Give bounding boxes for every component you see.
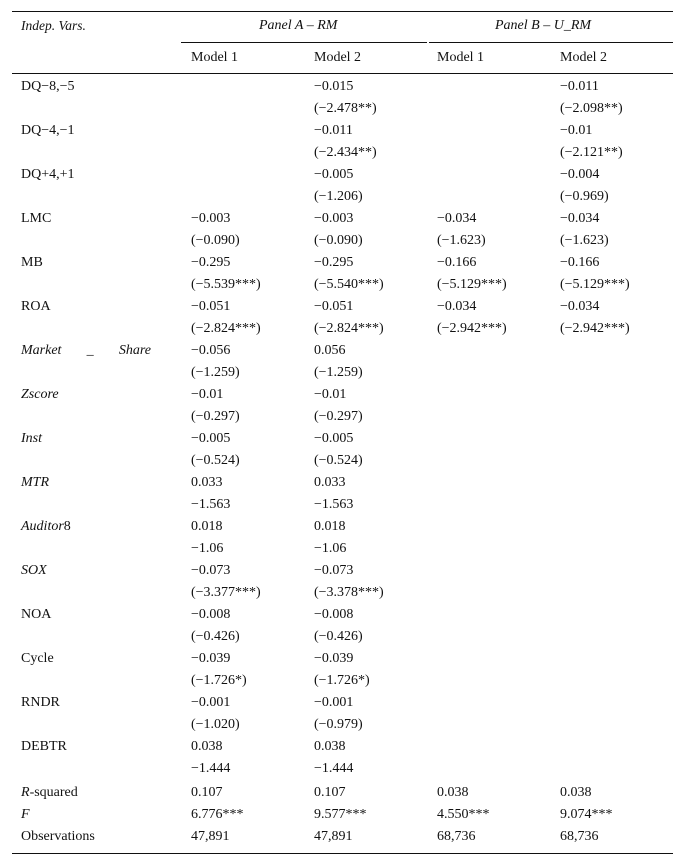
coef-cell: −0.295 [191,255,231,270]
row-label [21,430,42,448]
coef-cell: −0.001 [191,695,231,710]
t-stat-cell: (−0.297) [314,409,363,424]
t-stat-cell: (−2.824***) [314,321,384,336]
coef-cell: −0.005 [191,431,231,446]
t-stat-cell: (−1.726*) [191,673,247,688]
t-stat-cell: (−1.259) [191,365,240,380]
coef-cell: 0.038 [191,739,223,754]
coef-cell: 0.018 [191,519,223,534]
t-stat-cell: −1.444 [314,761,354,776]
stat-label [21,806,30,824]
coef-cell: 0.018 [314,519,346,534]
coef-cell: −0.008 [314,607,354,622]
t-stat-cell: (−2.434**) [314,145,377,160]
t-stat-cell: (−1.726*) [314,673,370,688]
t-stat-cell: (−1.623) [560,233,609,248]
stat-label-text: Observations [21,829,95,844]
stat-value-cell: 0.038 [560,785,592,800]
row-label-text: Zscore [21,387,59,402]
stat-label [21,784,78,802]
row-label [21,518,71,536]
row-label-suffix: 8 [63,519,71,534]
t-stat-cell: (−5.539***) [191,277,261,292]
t-stat-cell: (−0.090) [314,233,363,248]
stat-value-cell: 9.074*** [560,807,613,822]
coef-cell: −0.051 [191,299,231,314]
coef-cell: −0.073 [191,563,231,578]
coef-cell: 0.033 [191,475,223,490]
stat-label-text: F [21,807,30,822]
panel-b-rule [429,42,673,43]
row-label-text: DQ−8,−5 [21,79,75,94]
header-model-2a: Model 2 [314,50,362,65]
coef-cell: −0.051 [314,299,354,314]
row-label [21,606,51,624]
panel-a-rule [181,42,427,43]
t-stat-cell: (−5.540***) [314,277,384,292]
stat-value-cell: 47,891 [191,829,230,844]
t-stat-cell: (−0.090) [191,233,240,248]
table-top-rule [12,11,673,12]
coef-cell: −0.034 [437,299,477,314]
t-stat-cell: (−1.623) [437,233,486,248]
row-label-text: Cycle [21,651,54,666]
t-stat-cell: (−2.824***) [191,321,261,336]
t-stat-cell: −1.563 [191,497,231,512]
stat-label [21,828,95,846]
t-stat-cell: −1.563 [314,497,354,512]
header-indep-vars: Indep. Vars. [21,18,86,33]
t-stat-cell: (−0.426) [191,629,240,644]
row-label-text: LMC [21,211,52,226]
stat-value-cell: 68,736 [560,829,599,844]
header-panel-a: Panel A – RM [259,18,338,33]
coef-cell: −0.01 [314,387,347,402]
t-stat-cell: −1.06 [191,541,224,556]
row-label [21,78,75,96]
header-bottom-rule [12,73,673,74]
coef-cell: −0.295 [314,255,354,270]
stat-value-cell: 6.776*** [191,807,244,822]
row-label [21,650,54,668]
t-stat-cell: (−3.378***) [314,585,384,600]
coef-cell: 0.038 [314,739,346,754]
stat-label-suffix: -squared [29,785,78,800]
coef-cell: −0.004 [560,167,600,182]
row-label-text: Inst [21,431,42,446]
row-label-part: _ [86,343,94,358]
table-bottom-rule [12,853,673,854]
t-stat-cell: (−2.942***) [560,321,630,336]
stat-value-cell: 0.107 [191,785,223,800]
row-label-text: DQ−4,−1 [21,123,75,138]
header-panel-b: Panel B – U_RM [495,18,592,33]
coef-cell: −0.039 [191,651,231,666]
t-stat-cell: (−5.129***) [560,277,630,292]
coef-cell: −0.166 [437,255,477,270]
row-label-text: MB [21,255,43,270]
t-stat-cell: (−1.206) [314,189,363,204]
row-label [21,474,49,492]
coef-cell: −0.166 [560,255,600,270]
row-label [21,166,75,184]
row-label-part: Market [21,343,62,358]
row-label-text: ROA [21,299,51,314]
t-stat-cell: (−1.259) [314,365,363,380]
coef-cell: −0.034 [560,211,600,226]
coef-cell: −0.011 [560,79,599,94]
coef-cell: −0.001 [314,695,354,710]
coef-cell: −0.011 [314,123,353,138]
coef-cell: −0.056 [191,343,231,358]
coef-cell: 0.056 [314,343,346,358]
coef-cell: −0.034 [437,211,477,226]
coef-cell: −0.005 [314,167,354,182]
t-stat-cell: (−0.426) [314,629,363,644]
row-label [21,210,51,228]
row-label [21,298,51,316]
t-stat-cell: (−0.524) [314,453,363,468]
t-stat-cell: (−0.979) [314,717,363,732]
coef-cell: −0.003 [191,211,231,226]
coef-cell: −0.005 [314,431,354,446]
stat-value-cell: 0.107 [314,785,346,800]
row-label [21,386,59,404]
coef-cell: 0.033 [314,475,346,490]
t-stat-cell: −1.06 [314,541,347,556]
header-model-2b: Model 2 [560,50,608,65]
row-label-text: SOX [21,563,47,578]
t-stat-cell: (−0.297) [191,409,240,424]
coef-cell: −0.034 [560,299,600,314]
row-label-text: MTR [21,475,49,490]
coef-cell: −0.008 [191,607,231,622]
row-label [21,122,75,140]
row-label-text: DEBTR [21,739,67,754]
header-model-1b: Model 1 [437,50,485,65]
t-stat-cell: (−3.377***) [191,585,261,600]
row-label-text: DQ+4,+1 [21,167,75,182]
header-model-1a: Model 1 [191,50,239,65]
stat-value-cell: 4.550*** [437,807,490,822]
t-stat-cell: −1.444 [191,761,231,776]
t-stat-cell: (−5.129***) [437,277,507,292]
t-stat-cell: (−0.969) [560,189,609,204]
t-stat-cell: (−2.942***) [437,321,507,336]
row-label [21,694,60,712]
row-label [21,254,43,272]
t-stat-cell: (−2.098**) [560,101,623,116]
coef-cell: −0.073 [314,563,354,578]
row-label-part: Share [118,343,151,358]
coef-cell: −0.003 [314,211,354,226]
t-stat-cell: (−2.121**) [560,145,623,160]
row-label-text: NOA [21,607,52,622]
stat-value-cell: 0.038 [437,785,469,800]
stat-value-cell: 9.577*** [314,807,367,822]
row-label [21,562,47,580]
row-label [21,738,67,756]
coef-cell: −0.01 [560,123,593,138]
row-label-text: RNDR [21,695,60,710]
t-stat-cell: (−1.020) [191,717,240,732]
stat-value-cell: 47,891 [314,829,353,844]
stat-value-cell: 68,736 [437,829,476,844]
row-label [21,342,151,360]
t-stat-cell: (−2.478**) [314,101,377,116]
t-stat-cell: (−0.524) [191,453,240,468]
coef-cell: −0.039 [314,651,354,666]
coef-cell: −0.015 [314,79,354,94]
coef-cell: −0.01 [191,387,224,402]
row-label-text: Auditor [21,519,64,534]
stat-label-text: R [21,785,30,800]
